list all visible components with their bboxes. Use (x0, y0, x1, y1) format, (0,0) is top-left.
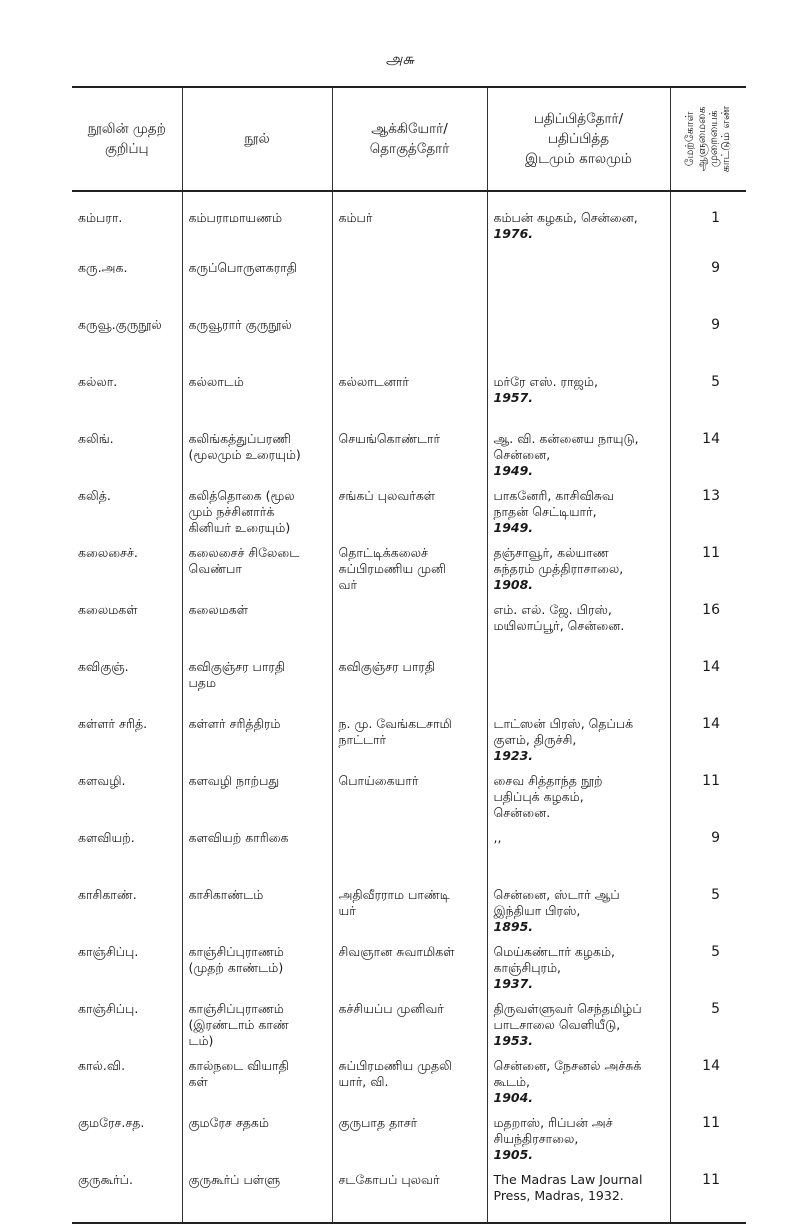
abbreviation-cell (72, 767, 182, 824)
author-line: கச்சியப்ப முனிவர் (338, 1001, 444, 1016)
table-row (72, 710, 746, 767)
reference-number: 16 (702, 602, 720, 618)
publisher-line: பாகனேரி, காசிவிசுவ (493, 488, 614, 503)
publisher-cell (487, 596, 670, 653)
table-row (72, 254, 746, 311)
book-line: கம்பராமாயணம் (188, 210, 283, 225)
abbreviation-cell (72, 710, 182, 767)
header-publisher-line-3: இடமும் காலமும் (525, 151, 632, 167)
publisher-cell (487, 1052, 670, 1109)
book-line: கவிகுஞ்சர பாரதி (188, 659, 286, 674)
abbreviation-cell (72, 368, 182, 425)
header-abbreviation-line-2: குறிப்பு (104, 141, 149, 157)
abbreviation-text: காஞ்சிப்பு. (78, 944, 139, 959)
abbreviation-cell (72, 311, 182, 368)
publisher-line: சுந்தரம் முத்திராசாலை, (493, 561, 624, 576)
reference-number-cell (670, 710, 746, 767)
author-line: பொய்கையார் (338, 773, 419, 788)
author-cell (332, 1052, 487, 1109)
book-cell (182, 1166, 332, 1223)
table-header-row (72, 87, 746, 191)
book-line: காசிகாண்டம் (188, 887, 264, 902)
book-line: கலைசைச் சிலேடை (188, 545, 300, 560)
author-line: யர் (338, 903, 356, 918)
page-number: அ௬ (385, 50, 415, 68)
abbreviation-cell (72, 482, 182, 539)
header-author-line-1: ஆக்கியோர்/ (371, 121, 448, 137)
publisher-line: டாட்ஸன் பிரஸ், தெப்பக் (493, 716, 634, 731)
abbreviation-text: கலிங். (78, 431, 114, 446)
author-line: குருபாத தாசர் (338, 1115, 418, 1130)
table-row (72, 482, 746, 539)
reference-number: 5 (711, 944, 720, 960)
book-line: கலைமகள் (188, 602, 249, 617)
reference-number: 9 (711, 317, 720, 333)
publisher-cell (487, 191, 670, 254)
book-line: (இரண்டாம் காண் (188, 1017, 289, 1032)
abbreviation-cell (72, 1166, 182, 1223)
book-line: (மூலமும் உரையும்) (188, 447, 301, 462)
book-line: காஞ்சிப்புராணம் (188, 944, 284, 959)
book-cell (182, 1052, 332, 1109)
book-line: கள்ளர் சரித்திரம் (188, 716, 281, 731)
reference-number-cell (670, 368, 746, 425)
book-line: கலித்தொகை (மூல (188, 488, 295, 503)
reference-number: 14 (702, 716, 720, 732)
author-cell (332, 311, 487, 368)
table-row (72, 1109, 746, 1166)
publisher-cell (487, 881, 670, 938)
abbreviation-text: குருகூர்ப். (78, 1172, 133, 1187)
reference-number: 13 (702, 488, 720, 504)
reference-number-cell (670, 191, 746, 254)
reference-number-cell (670, 1052, 746, 1109)
publisher-line: பதிப்புக் கழகம், (493, 789, 584, 804)
abbreviation-text: குமரேச.சத. (78, 1115, 145, 1130)
reference-number: 11 (702, 773, 720, 789)
reference-number: 1 (711, 210, 720, 226)
table-row (72, 881, 746, 938)
abbreviation-cell (72, 938, 182, 995)
table-row (72, 425, 746, 482)
abbreviation-text: கம்பரா. (78, 210, 123, 225)
publisher-line: மயிலாப்பூர், சென்னை. (493, 618, 625, 633)
author-cell (332, 710, 487, 767)
abbreviation-text: கலைசைச். (78, 545, 138, 560)
publication-year: 1937. (493, 976, 534, 991)
author-cell (332, 938, 487, 995)
reference-number-cell (670, 881, 746, 938)
reference-number-cell (670, 1109, 746, 1166)
reference-number: 14 (702, 659, 720, 675)
book-cell (182, 767, 332, 824)
reference-number: 5 (711, 1001, 720, 1017)
publisher-line: திருவள்ளுவர் செந்தமிழ்ப் (493, 1001, 642, 1016)
author-line: சுப்பிரமணிய முனி (338, 561, 446, 576)
header-book (182, 87, 332, 191)
abbreviation-cell (72, 1109, 182, 1166)
author-cell (332, 368, 487, 425)
author-cell (332, 824, 487, 881)
book-cell (182, 653, 332, 710)
publisher-line: மெய்கண்டார் கழகம், (493, 944, 615, 959)
book-cell (182, 191, 332, 254)
publisher-cell (487, 938, 670, 995)
publication-year: 1908. (493, 577, 534, 592)
book-cell (182, 995, 332, 1052)
table-row (72, 995, 746, 1052)
book-line: கலிங்கத்துப்பரணி (188, 431, 291, 446)
author-line: வர் (338, 577, 357, 592)
reference-number-cell (670, 995, 746, 1052)
abbreviation-cell (72, 1052, 182, 1109)
author-cell (332, 596, 487, 653)
publisher-line: கம்பன் கழகம், சென்னை, (493, 210, 638, 225)
header-publisher (487, 87, 670, 191)
publisher-line: மதறாஸ், ரிப்பன் அச் (493, 1115, 613, 1130)
publisher-line: மர்ரே எஸ். ராஜம், (493, 374, 598, 389)
publication-year: 1905. (493, 1147, 534, 1162)
book-line: வெண்பா (188, 561, 242, 576)
book-cell (182, 311, 332, 368)
author-line: சுப்பிரமணிய முதலி (338, 1058, 452, 1073)
publisher-cell (487, 254, 670, 311)
publisher-line: தஞ்சாவூர், கல்யாண (493, 545, 609, 560)
publisher-line: கூடம், (493, 1074, 531, 1089)
table-row (72, 653, 746, 710)
publication-year: 1923. (493, 748, 534, 763)
publisher-line: குளம், திருச்சி, (493, 732, 577, 747)
abbreviation-cell (72, 995, 182, 1052)
abbreviation-text: களவழி. (78, 773, 126, 788)
publisher-line: சென்னை, ஸ்டார் ஆப் (493, 887, 620, 902)
abbreviation-cell (72, 425, 182, 482)
header-publisher-line-2: பதிப்பித்த (547, 131, 610, 147)
reference-number: 9 (711, 260, 720, 276)
table-row (72, 1166, 746, 1223)
table-row (72, 539, 746, 596)
book-line: கருவூரார் குருநூல் (188, 317, 292, 332)
publisher-line: நாதன் செட்டியார், (493, 504, 597, 519)
author-line: சடகோபப் புலவர் (338, 1172, 440, 1187)
publication-year: 1976. (493, 226, 534, 241)
abbreviation-text: கள்ளர் சரித். (78, 716, 148, 731)
bibliography-table (72, 86, 746, 1224)
book-line: களவியற் காரிகை (188, 830, 289, 845)
abbreviation-cell (72, 881, 182, 938)
author-cell (332, 995, 487, 1052)
author-line: கவிகுஞ்சர பாரதி (338, 659, 436, 674)
author-cell (332, 1109, 487, 1166)
abbreviation-cell (72, 653, 182, 710)
reference-number: 14 (702, 1058, 720, 1074)
abbreviation-text: கவிகுஞ். (78, 659, 129, 674)
book-cell (182, 710, 332, 767)
publisher-line: பாடசாலை வெளியீடு, (493, 1017, 621, 1032)
abbreviation-text: காசிகாண். (78, 887, 137, 902)
abbreviation-text: கால்.வி. (78, 1058, 126, 1073)
abbreviation-cell (72, 539, 182, 596)
table-row (72, 1052, 746, 1109)
author-cell (332, 539, 487, 596)
abbreviation-text: களவியற். (78, 830, 135, 845)
publisher-line: எம். எல். ஜே. பிரஸ், (493, 602, 612, 617)
reference-number-cell (670, 254, 746, 311)
author-line: ந. மு. வேங்கடசாமி (338, 716, 452, 731)
table-row (72, 767, 746, 824)
reference-number-cell (670, 653, 746, 710)
header-author (332, 87, 487, 191)
publisher-line: சியந்திரசாலை, (493, 1131, 579, 1146)
publisher-line: ,, (493, 830, 502, 845)
book-line: கல்லாடம் (188, 374, 244, 389)
author-line: சிவஞான சுவாமிகள் (338, 944, 455, 959)
reference-number-cell (670, 938, 746, 995)
author-cell (332, 653, 487, 710)
header-reference-no-text: மேற்கோள் ஆளுமைகை முறையைக் காட்டும் எண் (683, 105, 733, 173)
table-row (72, 938, 746, 995)
abbreviation-cell (72, 254, 182, 311)
reference-number: 11 (702, 545, 720, 561)
publisher-cell (487, 824, 670, 881)
author-line: கம்பர் (338, 210, 373, 225)
reference-number: 11 (702, 1172, 720, 1188)
author-line: செயங்கொண்டார் (338, 431, 440, 446)
reference-number-cell (670, 482, 746, 539)
book-line: குமரேச சதகம் (188, 1115, 269, 1130)
reference-number: 5 (711, 887, 720, 903)
publisher-cell (487, 311, 670, 368)
author-cell (332, 881, 487, 938)
publisher-cell (487, 710, 670, 767)
author-cell (332, 191, 487, 254)
book-line: கருப்பொருளகராதி (188, 260, 298, 275)
publisher-line: சென்னை, (493, 447, 551, 462)
header-publisher-line-1: பதிப்பித்தோர்/ (533, 111, 624, 127)
abbreviation-cell (72, 191, 182, 254)
reference-number-cell (670, 1166, 746, 1223)
abbreviation-text: கலித். (78, 488, 111, 503)
author-line: தொட்டிக்கலைச் (338, 545, 428, 560)
publisher-cell (487, 368, 670, 425)
book-cell (182, 254, 332, 311)
abbreviation-text: கல்லா. (78, 374, 118, 389)
header-author-line-2: தொகுத்தோர் (369, 141, 450, 157)
publisher-line: காஞ்சிபுரம், (493, 960, 562, 975)
publisher-line: சைவ சித்தாந்த நூற் (493, 773, 603, 788)
book-line: பதம (188, 675, 217, 690)
author-line: அதிவீரராம பாண்டி (338, 887, 450, 902)
book-cell (182, 881, 332, 938)
publisher-line: சென்னை. (493, 805, 551, 820)
book-cell (182, 938, 332, 995)
table-row (72, 311, 746, 368)
publication-year: 1904. (493, 1090, 534, 1105)
author-line: சங்கப் புலவர்கள் (338, 488, 436, 503)
book-line: களவழி நாற்பது (188, 773, 280, 788)
publication-year: 1949. (493, 520, 534, 535)
book-cell (182, 824, 332, 881)
publisher-cell (487, 425, 670, 482)
publication-year: 1895. (493, 919, 534, 934)
table-row (72, 824, 746, 881)
publisher-line: ஆ. வி. கன்னைய நாயுடு, (493, 431, 639, 446)
reference-number: 14 (702, 431, 720, 447)
abbreviation-cell (72, 824, 182, 881)
abbreviation-text: கரு.அக. (78, 260, 128, 275)
book-line: காஞ்சிப்புராணம் (188, 1001, 284, 1016)
abbreviation-text: கலைமகள் (78, 602, 138, 617)
table-row (72, 191, 746, 254)
author-cell (332, 1166, 487, 1223)
header-reference-no (670, 87, 746, 191)
reference-number-cell (670, 596, 746, 653)
abbreviation-cell (72, 596, 182, 653)
header-book-line-1: நூல் (244, 131, 270, 147)
book-line: கினியர் உரையும்) (188, 520, 291, 535)
publication-year: 1949. (493, 463, 534, 478)
publication-year: 1957. (493, 390, 534, 405)
abbreviation-text: காஞ்சிப்பு. (78, 1001, 139, 1016)
author-line: நாட்டார் (338, 732, 387, 747)
reference-number-cell (670, 824, 746, 881)
publication-year: 1953. (493, 1033, 534, 1048)
reference-number: 5 (711, 374, 720, 390)
book-cell (182, 539, 332, 596)
book-line: மும் நச்சினார்க் (188, 504, 275, 519)
book-line: கால்நடை வியாதி (188, 1058, 289, 1073)
publisher-cell (487, 995, 670, 1052)
book-cell (182, 1109, 332, 1166)
publisher-line: The Madras Law Journal (493, 1172, 643, 1187)
book-cell (182, 425, 332, 482)
reference-number: 11 (702, 1115, 720, 1131)
table-row (72, 368, 746, 425)
reference-number: 9 (711, 830, 720, 846)
book-line: டம்) (188, 1033, 214, 1048)
publisher-line: Press, Madras, 1932. (493, 1188, 624, 1203)
publisher-line: இந்தியா பிரஸ், (493, 903, 581, 918)
reference-number-cell (670, 425, 746, 482)
table-row (72, 596, 746, 653)
publisher-cell (487, 539, 670, 596)
author-line: கல்லாடனார் (338, 374, 409, 389)
author-cell (332, 482, 487, 539)
book-cell (182, 482, 332, 539)
book-cell (182, 368, 332, 425)
publisher-cell (487, 482, 670, 539)
reference-number-cell (670, 311, 746, 368)
abbreviation-text: கருவூ.குருநூல் (78, 317, 162, 332)
publisher-line: சென்னை, நேசனல் அச்சுக் (493, 1058, 642, 1073)
header-abbreviation-line-1: நூலின் முதற் (87, 121, 166, 137)
publisher-cell (487, 1109, 670, 1166)
book-line: கள் (188, 1074, 208, 1089)
header-abbreviation (72, 87, 182, 191)
book-line: குருகூர்ப் பள்ளு (188, 1172, 281, 1187)
book-cell (182, 596, 332, 653)
publisher-cell (487, 653, 670, 710)
table-body (72, 191, 746, 1223)
reference-number-cell (670, 767, 746, 824)
author-cell (332, 425, 487, 482)
author-cell (332, 254, 487, 311)
book-line: (முதற் காண்டம்) (188, 960, 284, 975)
publisher-cell (487, 767, 670, 824)
author-cell (332, 767, 487, 824)
reference-number-cell (670, 539, 746, 596)
publisher-cell (487, 1166, 670, 1223)
author-line: யார், வி. (338, 1074, 389, 1089)
